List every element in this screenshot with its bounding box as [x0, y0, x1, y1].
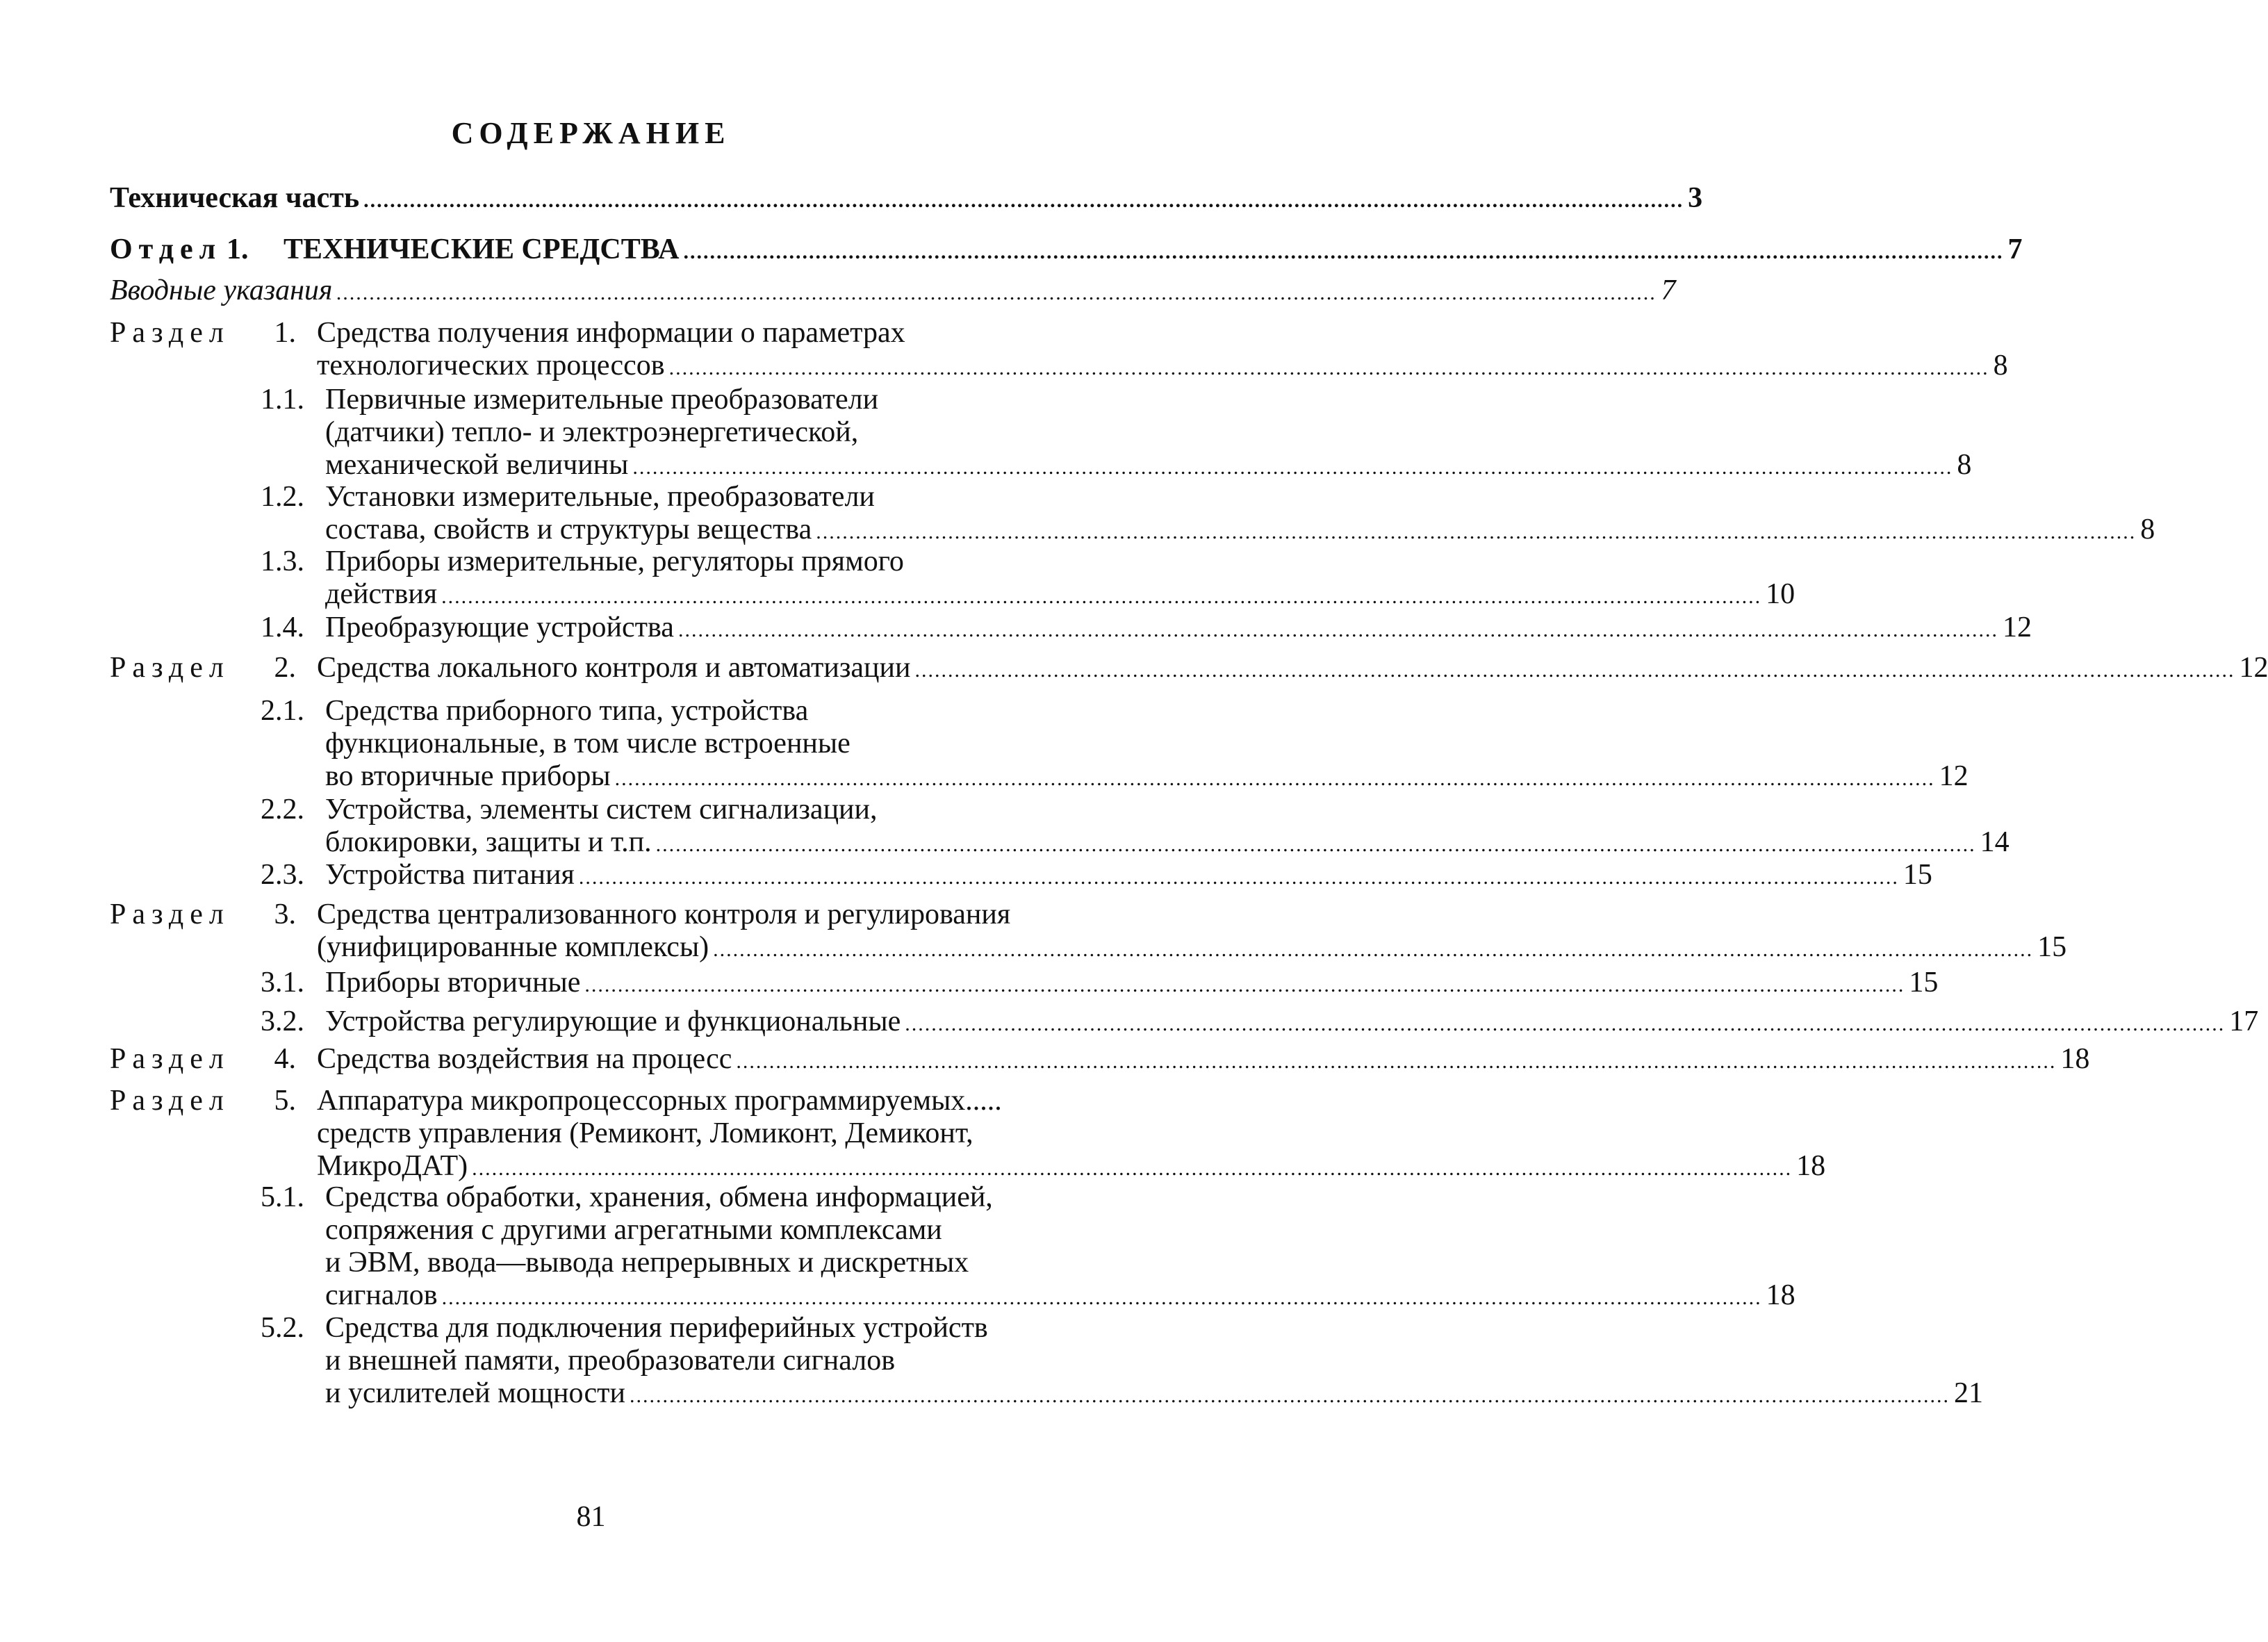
- page-ref: 21: [1954, 1377, 1984, 1409]
- entry-line: Приборы вторичные: [325, 967, 581, 999]
- entry-line: Средства обработки, хранения, обмена информацией,: [325, 1181, 993, 1213]
- entry-line: Приборы измерительные, регуляторы прямого: [325, 545, 904, 577]
- section-label: Раздел: [110, 1043, 230, 1075]
- entry-line: действия: [325, 578, 438, 610]
- entry-line: Техническая часть: [110, 182, 360, 214]
- page-ref: 17: [2229, 1005, 2259, 1037]
- entry-line: Преобразующие устройства: [325, 611, 674, 643]
- entry-text: [317, 1043, 2090, 1076]
- page-number: 81: [576, 1501, 606, 1533]
- entry-text: [325, 967, 1939, 999]
- page-ref: 8: [1993, 350, 2008, 381]
- entry-text: [110, 182, 1703, 215]
- entry-text: [110, 274, 1676, 307]
- page-ref: 7: [2007, 233, 2023, 265]
- entry-line: Средства приборного типа, устройства: [325, 695, 809, 727]
- page-ref: 7: [1661, 274, 1676, 306]
- leader-dots: ........................................................................................................................................................................................................: [816, 520, 2137, 543]
- entry-line: сопряжения с другими агрегатными комплексами: [325, 1214, 942, 1246]
- entry-line: механической величины: [325, 449, 629, 481]
- leader-dots: ........................................................................................................................................................................................................: [736, 1050, 2057, 1073]
- page-ref: 8: [2140, 514, 2155, 545]
- page-ref: 12: [2239, 652, 2268, 684]
- entry-text: [317, 898, 2067, 964]
- page-ref: 15: [1909, 967, 1939, 999]
- entry-line: и ЭВМ, ввода—вывода непрерывных и дискретных: [325, 1247, 969, 1279]
- entry-line: Устройства питания: [325, 859, 575, 891]
- entry-text: [284, 233, 2023, 266]
- entry-line: (унифицированные комплексы): [317, 931, 709, 963]
- entry-line: Средства централизованного контроля и регулирования: [317, 898, 1011, 930]
- entry-line: Средства воздействия на процесс: [317, 1043, 732, 1075]
- entry-line: Средства получения информации о параметрах: [317, 317, 905, 349]
- entry-text: [325, 481, 2155, 546]
- leader-dots: ........................................................................................................................................................................................................: [677, 618, 1998, 641]
- leader-dots: ........................................................................................................................................................................................................: [905, 1012, 2226, 1035]
- entry-text: [325, 1312, 1984, 1410]
- entry-line: и усилителей мощности: [325, 1377, 626, 1409]
- section-label: Раздел: [110, 1085, 230, 1117]
- entry-line: Устройства, элементы систем сигнализации,: [325, 794, 878, 826]
- leader-dots: ........................................................................................................................................................................................................: [668, 356, 1989, 379]
- section-label: Раздел: [110, 317, 230, 349]
- entry-text: [325, 611, 2032, 644]
- entry-line: состава, свойств и структуры вещества: [325, 514, 812, 545]
- entry-text: [325, 859, 1932, 892]
- entry-text: [317, 317, 2008, 382]
- leader-dots: ........................................................................................................................................................................................................: [614, 767, 1935, 790]
- section-label: Раздел: [110, 652, 230, 684]
- page-ref: 18: [2060, 1043, 2090, 1075]
- entry-text: [325, 695, 1969, 793]
- leader-dots: ........................................................................................................................................................................................................: [683, 240, 2004, 263]
- page-ref: 15: [1903, 859, 1932, 891]
- section-number: 3.1.: [261, 967, 304, 999]
- leader-dots: ........................................................................................................................................................................................................: [441, 585, 1762, 608]
- leader-dots: ........................................................................................................................................................................................................: [336, 281, 1657, 304]
- entry-line: Средства локального контроля и автоматизации: [317, 652, 911, 684]
- entry-text: [325, 1181, 1796, 1312]
- entry-line: Аппаратура микропроцессорных программируемых.....: [317, 1085, 1002, 1117]
- page-ref: 14: [1980, 826, 2010, 858]
- page-ref: 18: [1766, 1279, 1796, 1311]
- leader-dots: ........................................................................................................................................................................................................: [363, 189, 1684, 212]
- entry-line: технологических процессов: [317, 350, 665, 381]
- section-number: 1.: [227, 233, 249, 265]
- section-number: 3.: [274, 898, 296, 930]
- leader-dots: ........................................................................................................................................................................................................: [632, 456, 1953, 479]
- section-number: 1.4.: [261, 611, 304, 643]
- leader-dots: ........................................................................................................................................................................................................: [472, 1157, 1793, 1180]
- section-number: 3.2.: [261, 1005, 304, 1037]
- section-number: 2.: [274, 652, 296, 684]
- leader-dots: ........................................................................................................................................................................................................: [584, 974, 1905, 996]
- leader-dots: ........................................................................................................................................................................................................: [914, 659, 2235, 682]
- page-ref: 8: [1957, 449, 1972, 481]
- entry-line: и внешней памяти, преобразователи сигналов: [325, 1345, 896, 1377]
- entry-line: МикроДАТ): [317, 1150, 468, 1182]
- entry-text: [325, 545, 1796, 611]
- entry-line: функциональные, в том числе встроенные: [325, 728, 850, 760]
- section-number: 4.: [274, 1043, 296, 1075]
- leader-dots: ........................................................................................................................................................................................................: [630, 1384, 1950, 1407]
- page-ref: 15: [2037, 931, 2067, 963]
- entry-line: Средства для подключения периферийных устройств: [325, 1312, 988, 1344]
- entry-line: Вводные указания: [110, 274, 333, 306]
- page-ref: 12: [1939, 760, 1969, 792]
- entry-line: Устройства регулирующие и функциональные: [325, 1005, 901, 1037]
- section-number: 1.: [274, 317, 296, 349]
- section-number: 5.: [274, 1085, 296, 1117]
- section-label: Раздел: [110, 898, 230, 930]
- section-number: 1.2.: [261, 481, 304, 513]
- entry-text: [325, 1005, 2259, 1038]
- leader-dots: ........................................................................................................................................................................................................: [441, 1286, 1762, 1309]
- page-title: СОДЕРЖАНИЕ: [451, 116, 731, 150]
- section-number: 2.1.: [261, 695, 304, 727]
- leader-dots: ........................................................................................................................................................................................................: [713, 938, 2034, 961]
- entry-text: [325, 384, 1972, 482]
- entry-line: во вторичные приборы: [325, 760, 611, 792]
- leader-dots: ........................................................................................................................................................................................................: [655, 833, 1976, 856]
- entry-text: [325, 794, 2010, 859]
- entry-line: Первичные измерительные преобразователи: [325, 384, 879, 416]
- page-ref: 10: [1766, 578, 1796, 610]
- section-number: 5.2.: [261, 1312, 304, 1344]
- page-ref: 18: [1796, 1150, 1826, 1182]
- entry-line: блокировки, защиты и т.п.: [325, 826, 652, 858]
- page-ref: 3: [1688, 182, 1703, 214]
- leader-dots: ........................................................................................................................................................................................................: [578, 866, 1899, 889]
- entry-line: (датчики) тепло- и электроэнергетической,: [325, 416, 859, 448]
- entry-line: Установки измерительные, преобразователи: [325, 481, 875, 513]
- section-number: 2.2.: [261, 794, 304, 826]
- section-label: Отдел: [110, 233, 222, 265]
- page-ref: 12: [2002, 611, 2032, 643]
- entry-line: сигналов: [325, 1279, 438, 1311]
- section-number: 2.3.: [261, 859, 304, 891]
- entry-text: [317, 1085, 1826, 1183]
- section-number: 1.1.: [261, 384, 304, 416]
- entry-text: [317, 652, 2268, 684]
- section-number: 1.3.: [261, 545, 304, 577]
- section-number: 5.1.: [261, 1181, 304, 1213]
- entry-line: ТЕХНИЧЕСКИЕ СРЕДСТВА: [284, 233, 680, 265]
- entry-line: средств управления (Ремиконт, Ломиконт, Демиконт,: [317, 1117, 973, 1149]
